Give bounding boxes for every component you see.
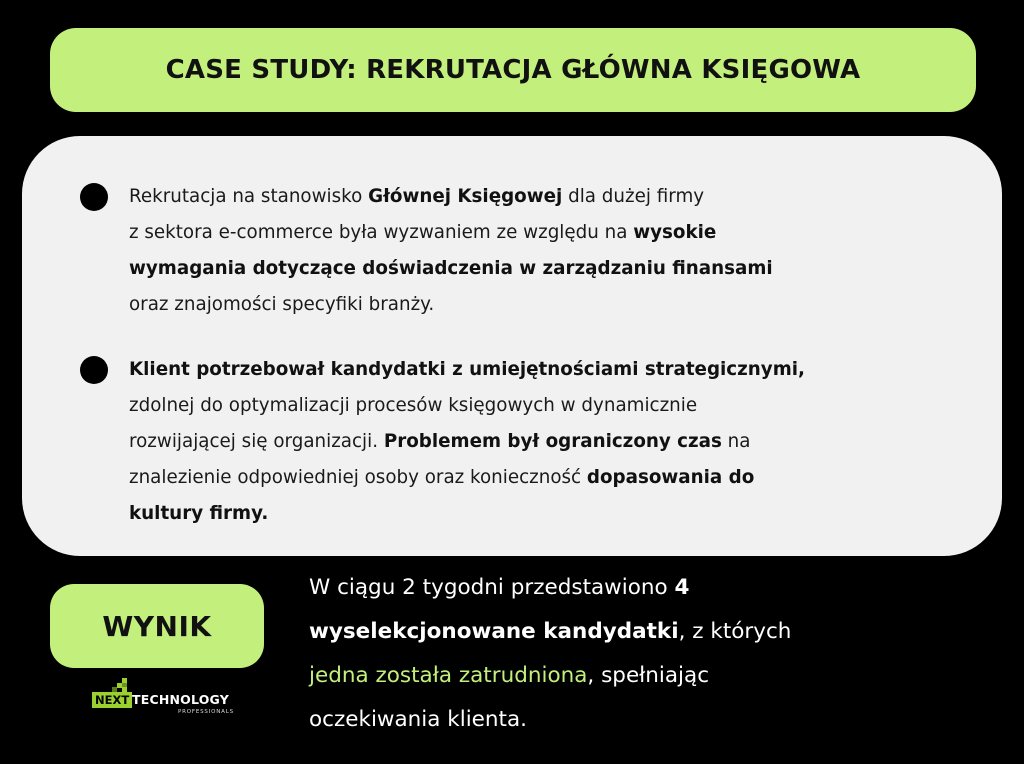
bold-text-segment: wysokie wymagania dotyczące doświadczenia w zarządzaniu finansami — [129, 222, 773, 279]
bold-text-segment: Głównej Księgowej — [368, 186, 563, 207]
text-segment: na znalezienie odpowiedniej osoby oraz konieczność — [129, 431, 751, 488]
result-label: WYNIK — [102, 609, 212, 643]
bold-text-segment: Klient potrzebował kandydatki z umiejętnościami strategicznymi, — [129, 359, 805, 380]
bullet-text-2 — [129, 352, 929, 532]
bullet-dot-icon — [80, 183, 108, 211]
title-banner — [50, 28, 976, 112]
company-logo — [92, 678, 252, 722]
result-text — [309, 566, 1009, 742]
highlight-text-segment: jedna została zatrudniona — [309, 663, 588, 688]
text-segment: dla dużej firmy z sektora e-commerce była wyzwaniem ze względu na — [129, 186, 705, 243]
text-segment: , spełniając oczekiwania klienta. — [309, 663, 710, 732]
bullet-text-1 — [129, 179, 929, 323]
text-segment: Rekrutacja na stanowisko — [129, 186, 369, 207]
page-title: CASE STUDY: REKRUTACJA GŁÓWNA KSIĘGOWA — [165, 55, 861, 85]
bold-text-segment: dopasowania do kultury firmy. — [129, 467, 755, 524]
logo-next-text: NEXT — [92, 692, 132, 708]
text-segment: , z których — [678, 619, 792, 644]
logo-professionals-text: PROFESSIONALS — [178, 709, 234, 715]
text-segment: zdolnej do optymalizacji procesów księgowych w dynamicznie rozwijającej się organizacji. — [129, 395, 698, 452]
case-description-panel — [22, 136, 1002, 556]
bold-text-segment: Problemem był ograniczony czas — [383, 431, 722, 452]
logo-technology-text: TECHNOLOGY — [132, 692, 229, 707]
text-segment: W ciągu 2 tygodni przedstawiono — [309, 575, 675, 600]
text-segment: oraz znajomości specyfiki branży. — [129, 294, 435, 315]
bold-text-segment: 4 wyselekcjonowane kandydatki — [309, 575, 690, 644]
result-label-badge — [50, 584, 264, 668]
bullet-dot-icon — [80, 356, 108, 384]
